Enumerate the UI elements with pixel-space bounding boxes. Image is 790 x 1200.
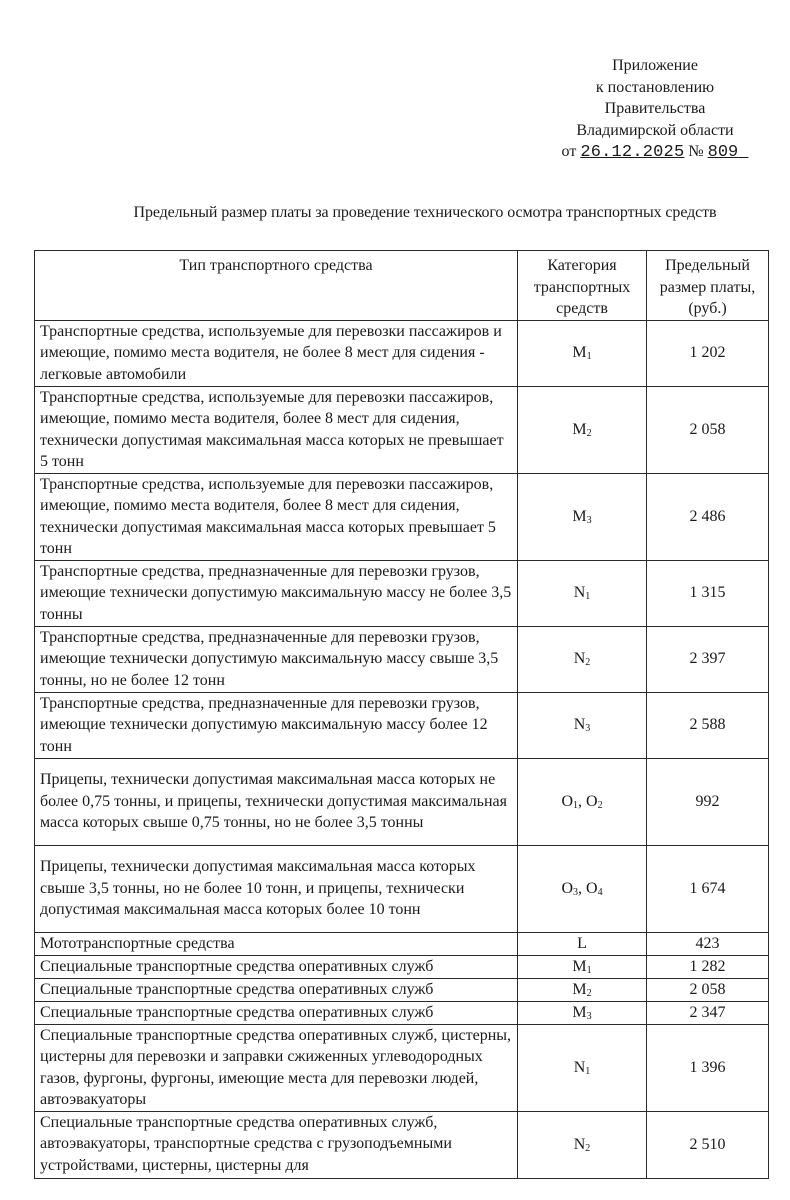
vehicle-type-cell: Транспортные средства, используемые для перевозки пассажиров, имеющие, помимо места водителя, более 8 мест для сидения, технически допустимая максимальная масса которых не превышает 5 тонн bbox=[35, 386, 518, 473]
vehicle-type-cell: Прицепы, технически допустимая максимальная масса которых свыше 3,5 тонны, но не более 10 тонн, и прицепы, технически допустимая максимальная масса которых более 10 тонн bbox=[35, 845, 518, 932]
max-fee-cell: 2 058 bbox=[647, 978, 769, 1001]
category-cell: $N_3$ bbox=[518, 692, 647, 758]
appendix-line-2: к постановлению bbox=[595, 78, 715, 96]
category-cell: $N_2$ bbox=[518, 626, 647, 692]
resolution-date: 26.12.2025 bbox=[580, 143, 685, 162]
max-fee-cell: 2 058 bbox=[647, 386, 769, 473]
vehicle-type-cell: Специальные транспортные средства оперативных служб, цистерны, цистерны для перевозки и заправки сжиженных углеводородных газов, фургоны, фургоны, имеющие места для перевозки людей, автоэвакуаторы bbox=[35, 1024, 518, 1111]
max-fee-cell: 2 486 bbox=[647, 473, 769, 560]
header-vehicle-type: Тип транспортного средства bbox=[35, 251, 518, 321]
vehicle-type-cell: Специальные транспортные средства оперативных служб bbox=[35, 1001, 518, 1024]
document-title: Предельный размер платы за проведение технического осмотра транспортных средств bbox=[133, 204, 717, 221]
table-row bbox=[35, 978, 769, 1001]
vehicle-type-cell: Транспортные средства, предназначенные для перевозки грузов, имеющие технически допустимую максимальную массу свыше 3,5 тонны, но не более 12 тонн bbox=[35, 626, 518, 692]
appendix-line-3: Правительства bbox=[604, 100, 706, 117]
table-row bbox=[35, 473, 769, 560]
max-fee-cell: 992 bbox=[647, 758, 769, 845]
category-cell: $M_3$ bbox=[518, 1001, 647, 1024]
vehicle-type-cell: Специальные транспортные средства оперативных служб bbox=[35, 978, 518, 1001]
max-fee-cell: 1 396 bbox=[647, 1024, 769, 1111]
table-row bbox=[35, 758, 769, 845]
vehicle-type-cell: Специальные транспортные средства оперативных служб, автоэвакуаторы, транспортные средства с грузоподъемными устройствами, цистерны, цистерны для bbox=[35, 1111, 518, 1178]
vehicle-type-cell: Транспортные средства, используемые для перевозки пассажиров, имеющие, помимо места водителя, более 8 мест для сидения, технически допустимая максимальная масса которых превышает 5 тонн bbox=[35, 473, 518, 560]
max-fee-cell: 2 510 bbox=[647, 1111, 769, 1178]
resolution-number: 809 bbox=[707, 143, 739, 162]
header-category: Категория транспортных средств bbox=[518, 251, 647, 321]
vehicle-type-cell: Транспортные средства, предназначенные для перевозки грузов, имеющие технически допустимую максимальную массу не более 3,5 тонны bbox=[35, 560, 518, 626]
vehicle-type-cell: Прицепы, технически допустимая максимальная масса которых не более 0,75 тонны, и прицепы, технически допустимая максимальная масса которых свыше 0,75 тонны, но не более 3,5 тонны bbox=[35, 758, 518, 845]
max-fee-cell: 1 315 bbox=[647, 560, 769, 626]
category-cell: L bbox=[518, 932, 647, 955]
appendix-line-1: Приложение bbox=[612, 57, 698, 74]
appendix-header bbox=[520, 55, 790, 164]
table-row bbox=[35, 1111, 769, 1178]
vehicle-type-cell: Специальные транспортные средства оперативных служб bbox=[35, 955, 518, 978]
max-fee-cell: 1 674 bbox=[647, 845, 769, 932]
max-fee-cell: 1 282 bbox=[647, 955, 769, 978]
max-fee-cell: 1 202 bbox=[647, 320, 769, 386]
category-cell: $M_3$ bbox=[518, 473, 647, 560]
category-cell: $N_2$ bbox=[518, 1111, 647, 1178]
table-row bbox=[35, 626, 769, 692]
header-max-fee: Предельный размер платы, (руб.) bbox=[647, 251, 769, 321]
table-row bbox=[35, 560, 769, 626]
category-cell: $M_2$ bbox=[518, 386, 647, 473]
max-fee-cell: 2 397 bbox=[647, 626, 769, 692]
table-header-row bbox=[35, 251, 769, 321]
max-fee-cell: 2 588 bbox=[647, 692, 769, 758]
vehicle-type-cell: Мототранспортные средства bbox=[35, 932, 518, 955]
table-row bbox=[35, 692, 769, 758]
date-prefix: от bbox=[561, 143, 577, 160]
appendix-date-line bbox=[520, 141, 790, 164]
category-cell: $M_2$ bbox=[518, 978, 647, 1001]
vehicle-type-cell: Транспортные средства, предназначенные для перевозки грузов, имеющие технически допустимую максимальную массу более 12 тонн bbox=[35, 692, 518, 758]
max-fee-cell: 2 347 bbox=[647, 1001, 769, 1024]
category-cell: $O_3$, $O_4$ bbox=[518, 845, 647, 932]
fee-table bbox=[34, 250, 769, 1179]
table-row bbox=[35, 320, 769, 386]
table-row bbox=[35, 1001, 769, 1024]
table-row bbox=[35, 1024, 769, 1111]
table-row bbox=[35, 932, 769, 955]
category-cell: $O_1$, $O_2$ bbox=[518, 758, 647, 845]
category-cell: $M_1$ bbox=[518, 320, 647, 386]
category-cell: $N_1$ bbox=[518, 560, 647, 626]
table-row bbox=[35, 845, 769, 932]
number-sign: № bbox=[688, 143, 704, 160]
appendix-line-4: Владимирской области bbox=[576, 121, 734, 139]
table-row bbox=[35, 386, 769, 473]
category-cell: $N_1$ bbox=[518, 1024, 647, 1111]
max-fee-cell: 423 bbox=[647, 932, 769, 955]
table-row bbox=[35, 955, 769, 978]
category-cell: $M_1$ bbox=[518, 955, 647, 978]
vehicle-type-cell: Транспортные средства, используемые для перевозки пассажиров и имеющие, помимо места водителя, не более 8 мест для сидения - легковые автомобили bbox=[35, 320, 518, 386]
